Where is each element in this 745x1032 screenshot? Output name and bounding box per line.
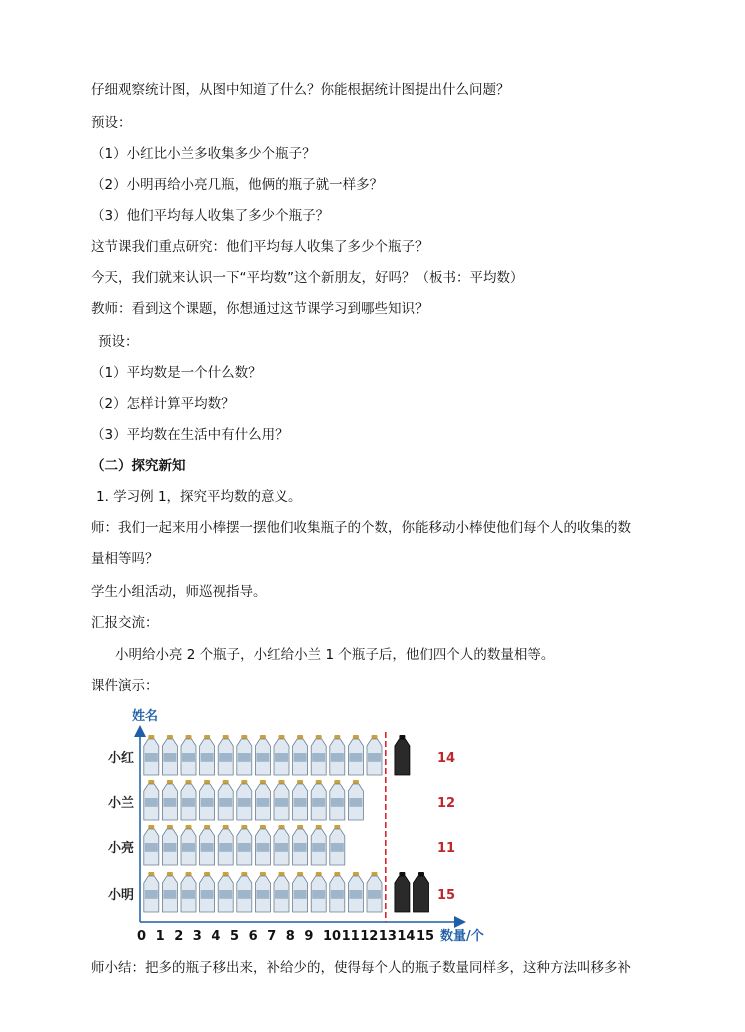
list-item: （3）平均数在生活中有什么用？	[91, 427, 289, 443]
x-tick-label: 14	[397, 929, 416, 944]
bottle	[181, 780, 196, 820]
bottle	[293, 872, 308, 912]
bottle	[255, 872, 270, 912]
list-item: （1）平均数是一个什么数？	[91, 365, 262, 381]
bottle	[200, 735, 215, 775]
list-item: （2）小明再给小亮几瓶，他俩的瓶子就一样多？	[91, 177, 384, 193]
category-label: 小亮	[108, 841, 135, 856]
extra-bottle	[395, 872, 410, 912]
bottle	[367, 735, 382, 775]
bottle	[330, 872, 345, 912]
paragraph: 学生小组活动，师巡视指导。	[91, 584, 267, 600]
bottle	[218, 872, 233, 912]
x-tick-label: 3	[192, 929, 202, 944]
bottle	[237, 735, 252, 775]
bottle	[293, 825, 308, 865]
paragraph: 量相等吗？	[91, 551, 159, 567]
list-item: （2）怎样计算平均数？	[91, 396, 235, 412]
paragraph: 课件演示：	[91, 678, 159, 694]
bottle	[200, 780, 215, 820]
bottle	[218, 825, 233, 865]
bottle	[311, 735, 326, 775]
x-tick-label: 12	[360, 929, 379, 944]
bottle	[255, 735, 270, 775]
x-tick-label: 5	[230, 929, 240, 944]
paragraph: 1. 学习例 1，探究平均数的意义。	[96, 489, 302, 505]
bottle	[144, 825, 159, 865]
bottle	[237, 780, 252, 820]
y-axis-title: 姓名	[132, 709, 159, 724]
bottle	[274, 825, 289, 865]
bottle	[274, 735, 289, 775]
bottle	[274, 780, 289, 820]
bottle	[162, 872, 177, 912]
extra-bottle	[395, 735, 410, 775]
bottle	[144, 872, 159, 912]
x-tick-label: 7	[267, 929, 277, 944]
bottle	[218, 735, 233, 775]
paragraph: 预设：	[98, 334, 139, 350]
bottle	[348, 780, 363, 820]
category-label: 小红	[108, 751, 135, 766]
x-tick-label: 1	[155, 929, 165, 944]
x-tick-label: 11	[341, 929, 360, 944]
bottle	[162, 780, 177, 820]
bottle	[311, 825, 326, 865]
bottle	[200, 825, 215, 865]
paragraph: 小明给小亮 2 个瓶子，小红给小兰 1 个瓶子后，他们四个人的数量相等。	[115, 647, 555, 663]
paragraph: 教师：看到这个课题，你想通过这节课学习到哪些知识？	[91, 301, 429, 317]
paragraph: 汇报交流：	[91, 615, 159, 631]
x-tick-label: 9	[304, 929, 314, 944]
x-tick-label: 2	[174, 929, 184, 944]
bottle	[255, 825, 270, 865]
list-item: （3）他们平均每人收集了多少个瓶子？	[91, 208, 330, 224]
bottle	[181, 825, 196, 865]
bottle	[162, 735, 177, 775]
paragraph: 预设：	[91, 115, 132, 131]
bottle	[330, 780, 345, 820]
bottle	[181, 872, 196, 912]
x-tick-label: 6	[248, 929, 258, 944]
bottle	[293, 735, 308, 775]
paragraph: 仔细观察统计图，从图中知道了什么？你能根据统计图提出什么问题？	[91, 82, 510, 98]
bottle	[162, 825, 177, 865]
bottle	[200, 872, 215, 912]
paragraph: 师小结：把多的瓶子移出来，补给少的，使得每个人的瓶子数量同样多，这种方法叫移多补	[91, 960, 631, 976]
bottle	[144, 780, 159, 820]
section-heading: （二）探究新知	[91, 458, 186, 474]
x-tick-label: 8	[285, 929, 295, 944]
paragraph: 今天，我们就来认识一下“平均数”这个新朋友，好吗？（板书：平均数）	[91, 270, 524, 286]
x-tick-label: 15	[416, 929, 435, 944]
bottle	[348, 735, 363, 775]
bottle	[330, 825, 345, 865]
data-label: 14	[437, 751, 456, 766]
x-tick-label: 13	[378, 929, 397, 944]
paragraph: 师：我们一起来用小棒摆一摆他们收集瓶子的个数，你能移动小棒使他们每个人的收集的数	[91, 520, 631, 536]
data-label: 15	[437, 888, 456, 903]
bottle	[274, 872, 289, 912]
x-tick-label: 0	[137, 929, 147, 944]
paragraph: 这节课我们重点研究：他们平均每人收集了多少个瓶子？	[91, 239, 429, 255]
bottle	[144, 735, 159, 775]
data-label: 11	[437, 841, 456, 856]
category-label: 小兰	[108, 796, 135, 811]
extra-bottle	[414, 872, 429, 912]
bottle-chart	[0, 700, 745, 960]
bottle	[330, 735, 345, 775]
bottle	[181, 735, 196, 775]
bottle	[348, 872, 363, 912]
x-axis-title: 数量/个	[440, 929, 484, 944]
bottle	[218, 780, 233, 820]
data-label: 12	[437, 796, 456, 811]
bottle	[237, 825, 252, 865]
bottle	[237, 872, 252, 912]
category-label: 小明	[108, 888, 135, 903]
bottle	[311, 780, 326, 820]
x-tick-label: 4	[211, 929, 221, 944]
bottle	[311, 872, 326, 912]
bottle	[293, 780, 308, 820]
list-item: （1）小红比小兰多收集多少个瓶子？	[91, 146, 316, 162]
x-tick-label: 10	[323, 929, 342, 944]
bottle	[255, 780, 270, 820]
bottle	[367, 872, 382, 912]
